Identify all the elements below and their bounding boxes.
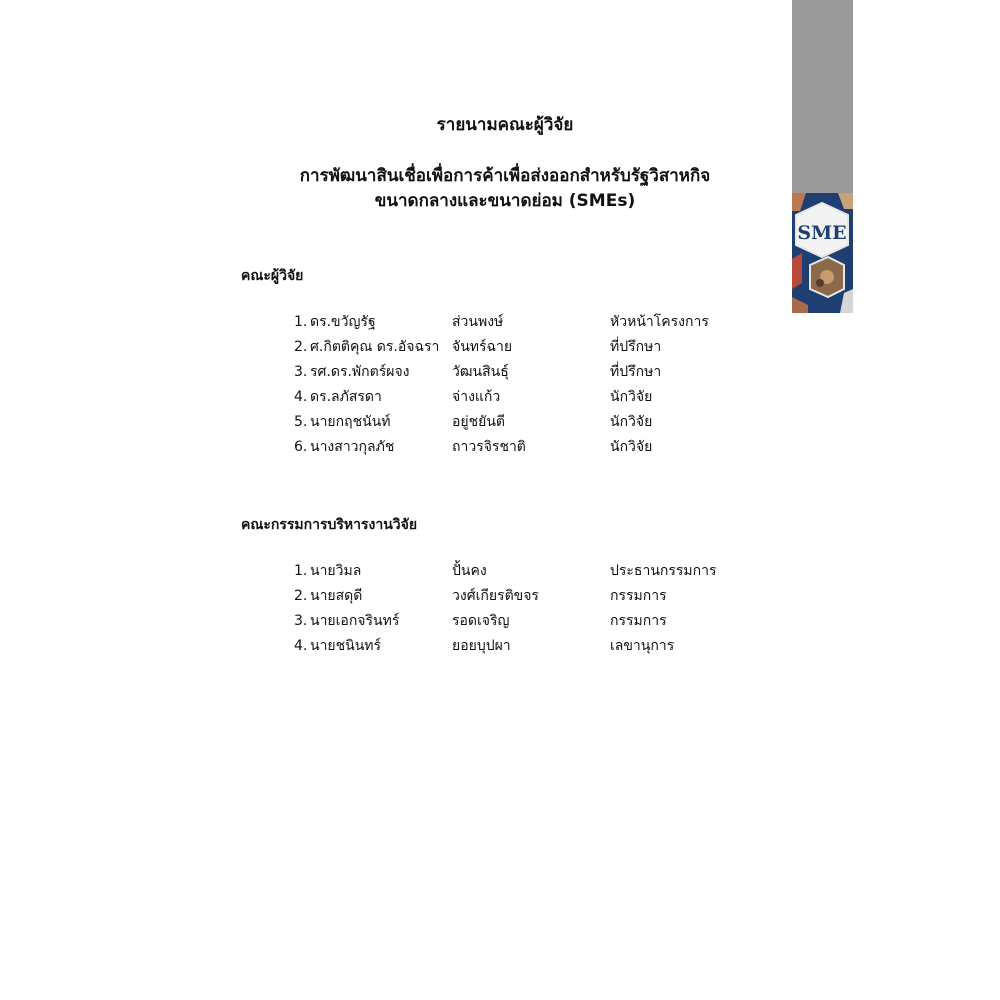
member-name: นายเอกจรินทร์ bbox=[310, 613, 400, 629]
side-tab bbox=[792, 0, 853, 313]
member-surname: ยอยบุปผา bbox=[452, 638, 511, 654]
member-role: นักวิจัย bbox=[610, 414, 653, 430]
member-surname: รอดเจริญ bbox=[452, 613, 510, 629]
member-name: นายวิมล bbox=[310, 563, 362, 579]
member-name: นายสดุดี bbox=[310, 588, 363, 604]
member-role: เลขานุการ bbox=[610, 638, 675, 654]
member-name: รศ.ดร.พักตร์ผจง bbox=[310, 364, 410, 380]
member-role: นักวิจัย bbox=[610, 389, 653, 405]
member-surname: ส่วนพงษ์ bbox=[452, 314, 504, 330]
member-role: ที่ปรึกษา bbox=[610, 364, 662, 380]
member-number: 4. bbox=[294, 638, 308, 654]
member-number: 1. bbox=[294, 563, 308, 579]
member-role: กรรมการ bbox=[610, 588, 667, 604]
project-title-line-1: การพัฒนาสินเชื่อเพื่อการค้าเพื่อส่งออกสำหรับรัฐวิสาหกิจ bbox=[299, 166, 711, 186]
member-name: นางสาวกุลภัช bbox=[310, 439, 395, 455]
member-number: 6. bbox=[294, 439, 308, 455]
member-number: 3. bbox=[294, 613, 308, 629]
member-role: กรรมการ bbox=[610, 613, 667, 629]
member-role: นักวิจัย bbox=[610, 439, 653, 455]
member-name: ดร.ขวัญรัฐ bbox=[310, 314, 376, 330]
member-name: ศ.กิตติคุณ ดร.อัจฉรา bbox=[310, 339, 440, 355]
member-surname: ปั้นคง bbox=[452, 563, 487, 579]
member-number: 2. bbox=[294, 339, 308, 355]
member-number: 1. bbox=[294, 314, 308, 330]
member-surname: จ่างแก้ว bbox=[452, 389, 501, 405]
researchers-heading: คณะผู้วิจัย bbox=[241, 268, 304, 284]
member-number: 2. bbox=[294, 588, 308, 604]
member-role: ที่ปรึกษา bbox=[610, 339, 662, 355]
member-surname: วัฒนสินธุ์ bbox=[452, 364, 509, 380]
page-title: รายนามคณะผู้วิจัย bbox=[436, 115, 574, 135]
member-number: 5. bbox=[294, 414, 308, 430]
sme-logo-text: SME bbox=[797, 222, 847, 244]
member-number: 4. bbox=[294, 389, 308, 405]
project-title-line-2: ขนาดกลางและขนาดย่อม (SMEs) bbox=[374, 191, 636, 211]
member-name: นายกฤชนันท์ bbox=[310, 414, 391, 430]
member-surname: ถาวรจิรชาติ bbox=[452, 439, 526, 455]
member-role: หัวหน้าโครงการ bbox=[610, 314, 709, 330]
member-surname: จันทร์ฉาย bbox=[452, 339, 513, 355]
member-number: 3. bbox=[294, 364, 308, 380]
committee-heading: คณะกรรมการบริหารงานวิจัย bbox=[241, 517, 418, 533]
member-name: ดร.ลภัสรดา bbox=[310, 389, 382, 405]
member-name: นายชนินทร์ bbox=[310, 638, 382, 654]
member-role: ประธานกรรมการ bbox=[610, 563, 717, 579]
member-surname: วงศ์เกียรติขจร bbox=[452, 588, 539, 604]
member-surname: อยู่ชยันตี bbox=[452, 414, 505, 430]
